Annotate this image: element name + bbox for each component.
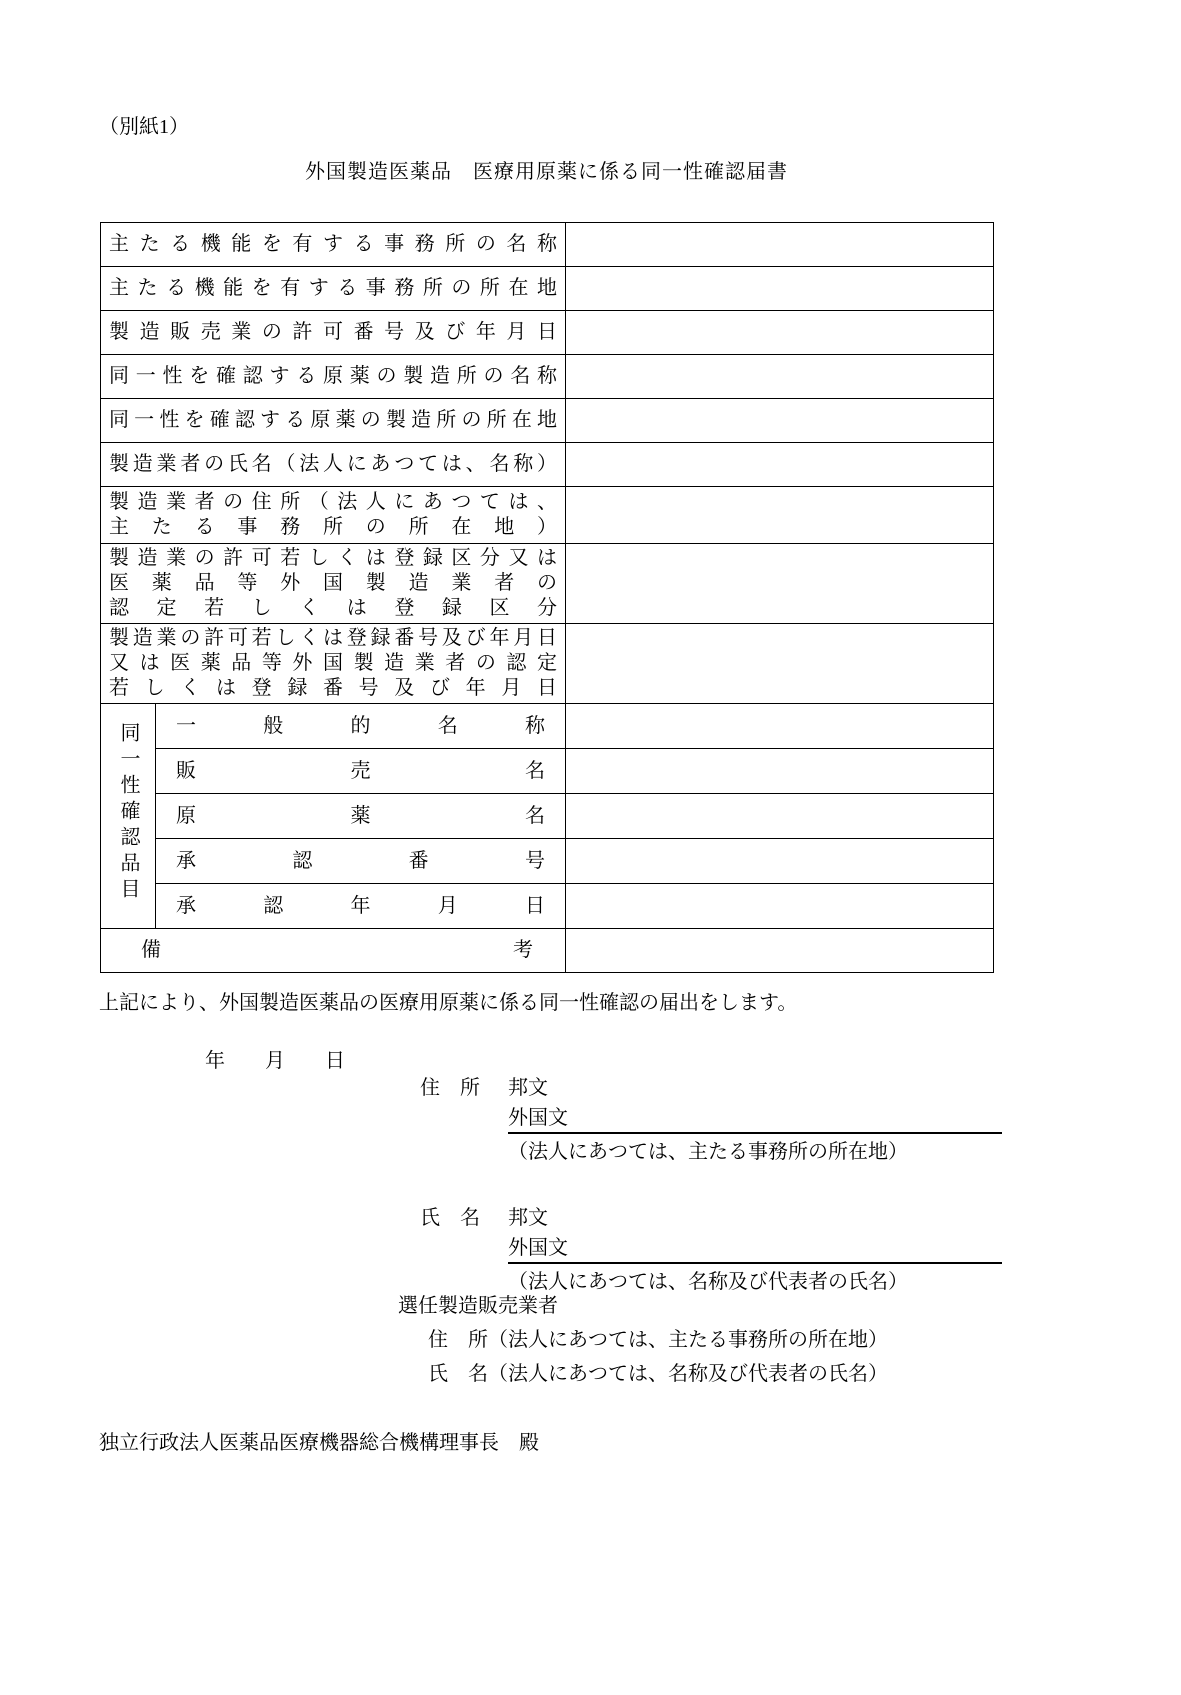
table-row	[101, 794, 994, 839]
address-japanese-label: 邦文	[508, 1077, 548, 1099]
date-line: 年 月 日	[205, 1050, 345, 1072]
item-label-cell	[156, 794, 566, 839]
item-label: 一般的名称	[176, 714, 545, 737]
table-row	[101, 399, 994, 443]
field-label: 主たる機能を有する事務所の名称	[109, 233, 557, 255]
field-label-cell	[101, 399, 566, 443]
field-label-line: 又は医薬品等外国製造業者の認定	[109, 652, 557, 674]
item-value-cell	[566, 704, 994, 749]
addressee-line: 独立行政法人医薬品医療機器総合機構理事長 殿	[99, 1432, 539, 1454]
table-row	[101, 704, 994, 749]
item-value-cell	[566, 884, 994, 929]
document-title: 外国製造医薬品 医療用原薬に係る同一性確認届書	[305, 161, 788, 183]
field-label: 製造販売業の許可番号及び年月日	[109, 321, 557, 343]
address-foreign-label: 外国文	[508, 1107, 568, 1129]
field-label-line: 主たる事務所の所在地）	[109, 516, 557, 538]
field-label: 主たる機能を有する事務所の所在地	[109, 277, 557, 299]
table-row	[101, 487, 994, 544]
field-label-line: 若しくは登録番号及び年月日	[109, 677, 557, 699]
appointed-mah-block	[398, 1294, 888, 1386]
address-foreign-line	[508, 1106, 1002, 1134]
field-label-cell	[101, 267, 566, 311]
table-row	[101, 929, 994, 973]
name-foreign-label: 外国文	[508, 1237, 568, 1259]
item-group-label: 同一性確認品目	[117, 722, 139, 904]
item-label-cell	[156, 839, 566, 884]
item-label-cell	[156, 884, 566, 929]
item-value-cell	[566, 749, 994, 794]
field-label-cell	[101, 544, 566, 624]
item-label-cell	[156, 749, 566, 794]
table-row	[101, 355, 994, 399]
field-label-cell	[101, 624, 566, 704]
address-signature-block	[420, 1076, 1002, 1164]
appointed-mah-address: 住 所（法人にあつては、主たる事務所の所在地）	[428, 1329, 888, 1351]
item-label: 販売名	[176, 759, 545, 782]
field-label-cell	[101, 487, 566, 544]
name-signature-block	[420, 1206, 1002, 1294]
table-row	[101, 443, 994, 487]
field-value-cell	[566, 311, 994, 355]
field-label-line: 製造業者の住所（法人にあつては、	[109, 491, 557, 513]
appointed-mah-title: 選任製造販売業者	[398, 1295, 558, 1317]
table-row	[101, 267, 994, 311]
field-value-cell	[566, 544, 994, 624]
field-value-cell	[566, 487, 994, 544]
remarks-value-cell	[566, 929, 994, 973]
table-row	[101, 223, 994, 267]
notification-form-table	[100, 222, 994, 973]
table-row	[101, 544, 994, 624]
field-label-cell	[101, 355, 566, 399]
name-japanese-label: 邦文	[508, 1207, 548, 1229]
remarks-label: 備考	[141, 939, 533, 961]
field-label: 同一性を確認する原薬の製造所の所在地	[109, 409, 557, 431]
name-label: 氏 名	[420, 1207, 480, 1229]
item-label-cell	[156, 704, 566, 749]
attachment-label: （別紙1）	[99, 116, 189, 138]
item-value-cell	[566, 839, 994, 884]
item-group-label-cell	[101, 704, 156, 929]
remarks-label-cell	[101, 929, 566, 973]
field-label-cell	[101, 311, 566, 355]
field-label: 同一性を確認する原薬の製造所の名称	[109, 365, 557, 387]
field-value-cell	[566, 355, 994, 399]
declaration-text: 上記により、外国製造医薬品の医療用原薬に係る同一性確認の届出をします。	[99, 992, 798, 1014]
item-value-cell	[566, 794, 994, 839]
name-row	[420, 1206, 1002, 1230]
field-label-cell	[101, 223, 566, 267]
table-row	[101, 884, 994, 929]
address-note: （法人にあつては、主たる事務所の所在地）	[508, 1141, 908, 1163]
table-row	[101, 749, 994, 794]
field-value-cell	[566, 624, 994, 704]
field-label-line: 製造業の許可若しくは登録番号及び年月日	[109, 627, 557, 649]
address-label: 住 所	[420, 1077, 480, 1099]
table-row	[101, 624, 994, 704]
field-value-cell	[566, 223, 994, 267]
item-label: 承認年月日	[176, 894, 545, 917]
field-value-cell	[566, 443, 994, 487]
field-label-cell	[101, 443, 566, 487]
name-foreign-line	[508, 1236, 1002, 1264]
field-value-cell	[566, 399, 994, 443]
table-row	[101, 311, 994, 355]
item-label: 承認番号	[176, 849, 545, 872]
item-label: 原薬名	[176, 804, 545, 827]
table-row	[101, 839, 994, 884]
field-label-line: 医薬品等外国製造業者の	[109, 572, 557, 594]
field-label: 製造業者の氏名（法人にあつては、名称）	[109, 453, 557, 475]
field-label-line: 認定若しくは登録区分	[109, 597, 557, 619]
field-value-cell	[566, 267, 994, 311]
field-label-line: 製造業の許可若しくは登録区分又は	[109, 547, 557, 569]
appointed-mah-name: 氏 名（法人にあつては、名称及び代表者の氏名）	[428, 1363, 888, 1385]
address-row	[420, 1076, 1002, 1100]
name-note: （法人にあつては、名称及び代表者の氏名）	[508, 1271, 908, 1293]
